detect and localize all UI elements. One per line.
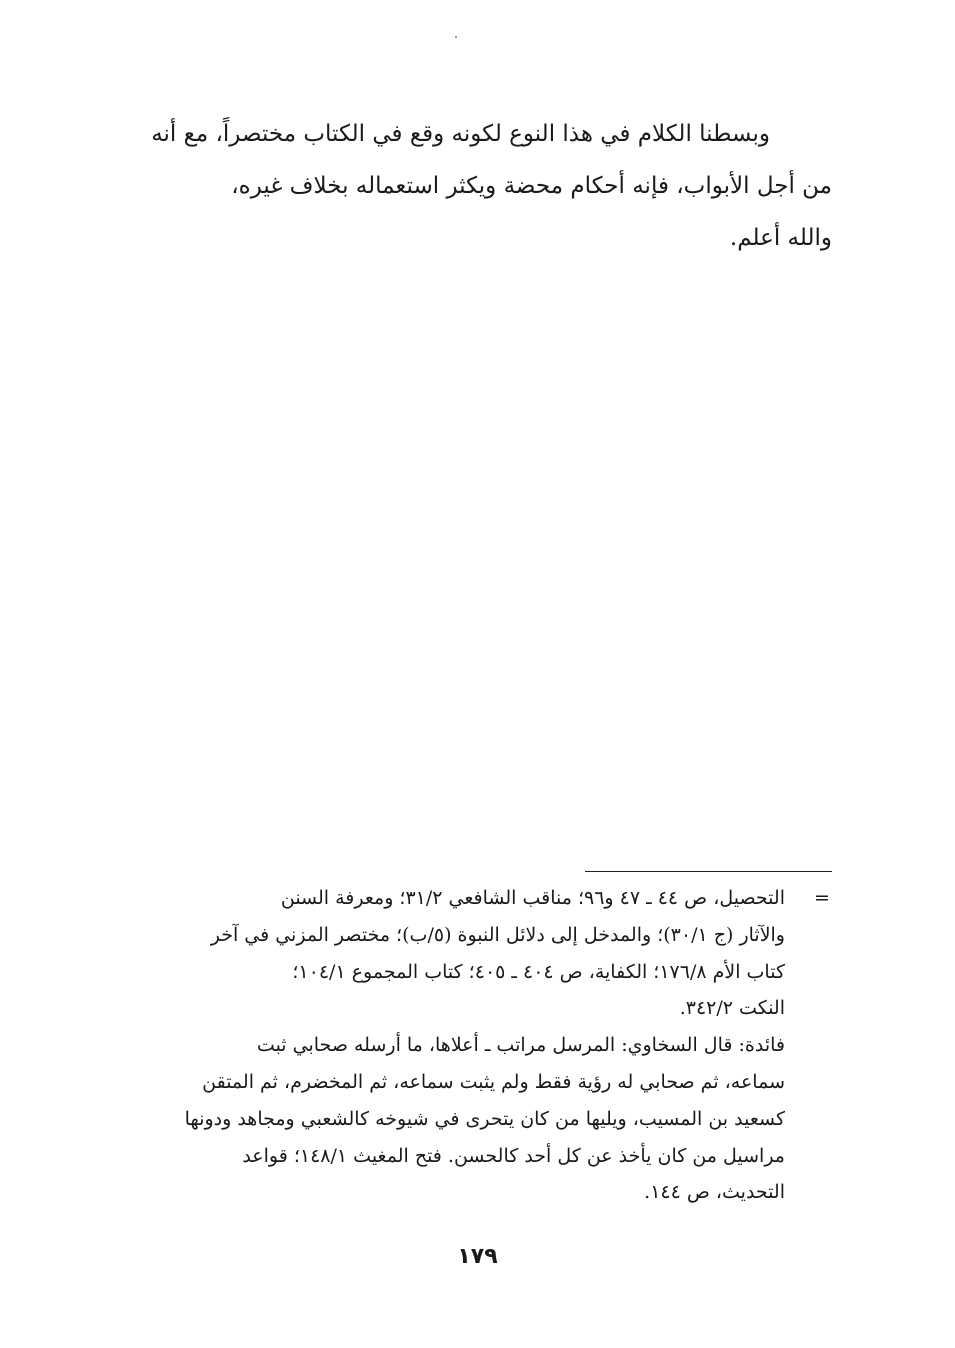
footnote-line-2: والآثار (ج ٣٠/١)؛ والمدخل إلى دلائل النبوة (٥/ب)؛ مختصر المزني في آخر <box>210 923 785 946</box>
scan-speck <box>455 36 457 38</box>
footnotes <box>136 880 832 1211</box>
body-line-3: والله أعلم. <box>729 225 832 251</box>
footnote-line-7: كسعيد بن المسيب، ويليها من كان يتحرى في شيوخه كالشعبي ومجاهد ودونها <box>184 1107 785 1130</box>
body-line-1: وبسطنا الكلام في هذا النوع لكونه وقع في الكتاب مختصراً، مع أنه <box>151 121 770 147</box>
footnote-line-6: سماعه، ثم صحابي له رؤية فقط ولم يثبت سماعه، ثم المخضرم، ثم المتقن <box>202 1070 785 1093</box>
page-number: ١٧٩ <box>457 1244 498 1269</box>
body-paragraph <box>136 108 832 264</box>
footnote-line-9: التحديث، ص ١٤٤. <box>644 1181 785 1204</box>
footnote-line-8: مراسيل من كان يأخذ عن كل أحد كالحسن. فتح المغيث ١٤٨/١؛ قواعد <box>242 1144 785 1167</box>
footnote-line-3: كتاب الأم ١٧٦/٨؛ الكفاية، ص ٤٠٤ ـ ٤٠٥؛ كتاب المجموع ١٠٤/١؛ <box>292 960 785 983</box>
footnote-line-1: التحصيل، ص ٤٤ ـ ٤٧ و٩٦؛ مناقب الشافعي ٣١/٢؛ ومعرفة السنن <box>280 887 785 909</box>
footnote-separator <box>585 871 832 872</box>
footnote-line-5: فائدة: قال السخاوي: المرسل مراتب ـ أعلاها، ما أرسله صحابي ثبت <box>256 1034 785 1057</box>
footnote-continuation-marker: = <box>814 887 830 909</box>
footnote-line-4: النكت ٣٤٢/٢. <box>679 997 785 1020</box>
footnote-note <box>136 1027 832 1211</box>
body-line-2: من أجل الأبواب، فإنه أحكام محضة ويكثر استعماله بخلاف غيره، <box>231 173 832 199</box>
footnote-citations <box>136 880 832 1027</box>
